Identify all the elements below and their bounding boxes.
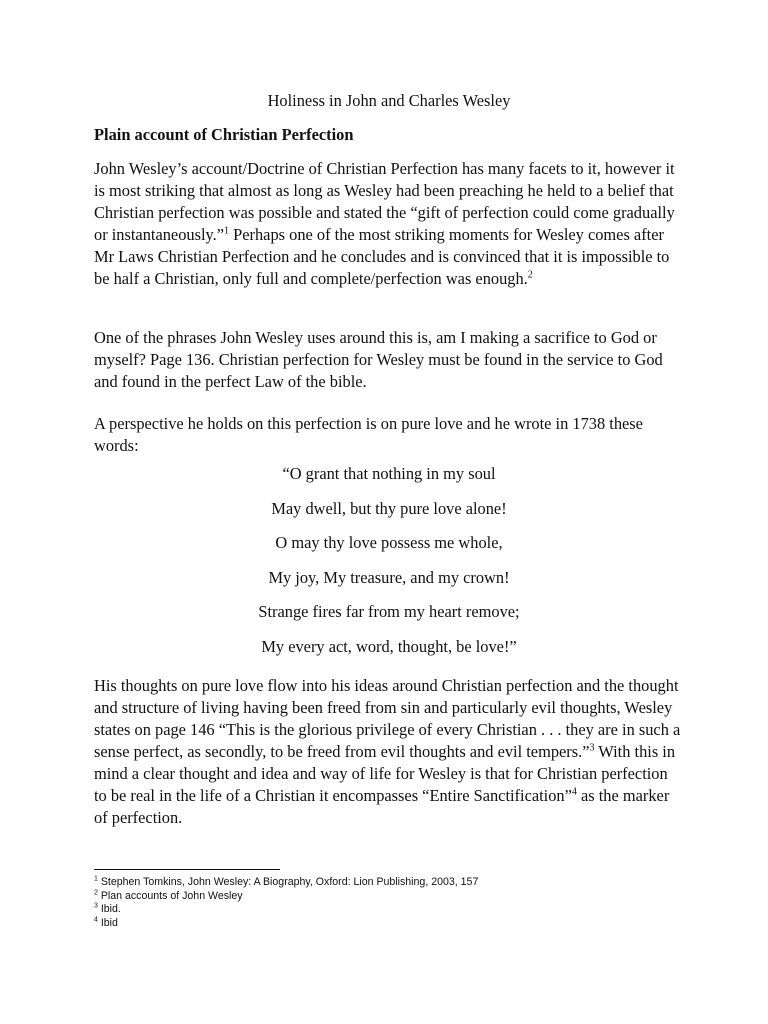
hymn-quote [94, 463, 684, 670]
footnote-3 [94, 903, 684, 917]
section-heading: Plain account of Christian Perfection [94, 125, 354, 144]
paragraph-1-text-b: Perhaps one of the most striking moments for Wesley comes after Mr Laws Christian Perfection and he concludes and is convinced that it is impossible to be half a Christian, only full and complete/perfection was enough. [94, 225, 670, 288]
paragraph-4-text-b: With this in mind a clear thought and idea and way of life for Wesley is that for Christian perfection to be real in the life of a Christian it encompasses “Entire Sanctification” [94, 742, 676, 805]
hymn-line: “O grant that nothing in my soul [282, 464, 496, 483]
footnote-separator [94, 869, 280, 870]
footnote-4 [94, 917, 684, 931]
footnote-text: Stephen Tomkins, John Wesley: A Biography, Oxford: Lion Publishing, 2003, 157 [97, 876, 479, 888]
footnote-ref-1[interactable]: 1 [224, 225, 230, 237]
footnote-text: Ibid [97, 916, 118, 929]
paragraph-1 [94, 158, 684, 290]
footnote-text: Ibid. [97, 903, 121, 915]
footnote-ref-3[interactable]: 3 [589, 742, 595, 754]
hymn-line: O may thy love possess me whole, [275, 533, 503, 552]
document-title: Holiness in John and Charles Wesley [267, 91, 511, 110]
paragraph-4 [94, 675, 684, 829]
footnote-ref-2[interactable]: 2 [527, 269, 533, 281]
hymn-line: My every act, word, thought, be love!” [261, 636, 517, 656]
paragraph-1-text-a: John Wesley’s account/Doctrine of Christian Perfection has many facets to it, however it is most striking that almost as long as Wesley had been preaching he held to a belief that Christian perfection was possible and stated the “gift of perfection could come gradually or instantaneously.” [94, 159, 675, 244]
footnote-ref-4[interactable]: 4 [571, 786, 577, 798]
footnote-number: 1 [94, 875, 98, 883]
footnote-number: 3 [94, 902, 98, 910]
footnotes [94, 876, 684, 930]
paragraph-4-text-c: as the marker of perfection. [94, 786, 670, 827]
hymn-line: May dwell, but thy pure love alone! [271, 498, 507, 518]
hymn-line: Strange fires far from my heart remove; [258, 602, 520, 621]
footnote-1 [94, 876, 684, 890]
paragraph-4-text-a: His thoughts on pure love flow into his ideas around Christian perfection and the thought and structure of living having been freed from sin and particularly evil thoughts, Wesley states on page 146 “This is the glorious privilege of every Christian . . . they are in such a sense perfect, as secondly, to be freed from evil thoughts and evil tempers.” [94, 676, 681, 761]
footnote-text: Plan accounts of John Wesley [97, 889, 243, 902]
footnote-number: 2 [94, 888, 98, 896]
hymn-line: My joy, My treasure, and my crown! [268, 567, 510, 587]
paragraph-2: One of the phrases John Wesley uses around this is, am I making a sacrifice to God or myself? Page 136. Christian perfection for Wesley must be found in the service to God and found in the perfect Law of the bible. [94, 328, 663, 391]
footnote-2 [94, 890, 684, 904]
footnote-number: 4 [94, 915, 98, 923]
paragraph-3: A perspective he holds on this perfection is on pure love and he wrote in 1738 these words: [94, 414, 643, 455]
